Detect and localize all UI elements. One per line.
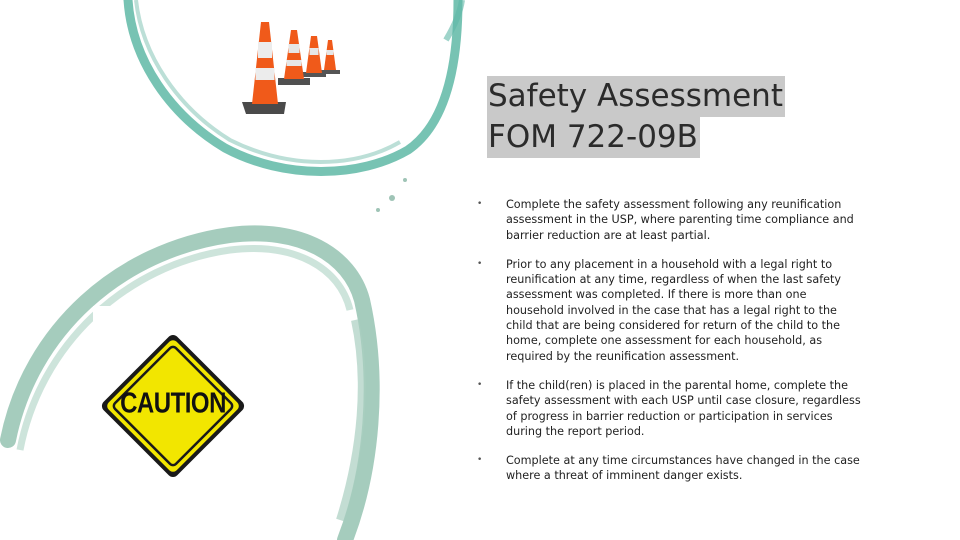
- bullet-list: [477, 197, 867, 498]
- bullet-item: • Complete the safety assessment following any reunification assessment in the USP, where parenting time compliance and barrier reduction are at least partial.: [477, 197, 867, 243]
- bullet-item: • If the child(ren) is placed in the parental home, complete the safety assessment with each USP until case closure, regardless of progress in barrier reduction or participation in services during the report period.: [477, 378, 867, 439]
- title-line-1: Safety Assessment: [487, 76, 785, 117]
- bullet-item: • Complete at any time circumstances have changed in the case where a threat of imminent danger exists.: [477, 453, 867, 484]
- caution-sign-text: CAUTION: [120, 387, 226, 420]
- title-line-2: FOM 722-09B: [487, 117, 700, 158]
- bullet-item: • Prior to any placement in a household with a legal right to reunification at any time, regardless of when the last safety assessment was completed. If there is more than one household involved in the case that has a legal right to the child that are being considered for return of the child to the home, complete one assessment for each household, as required by the reunification assessment.: [477, 257, 867, 364]
- slide-title: [487, 76, 785, 158]
- traffic-cones-photo: [238, 18, 348, 122]
